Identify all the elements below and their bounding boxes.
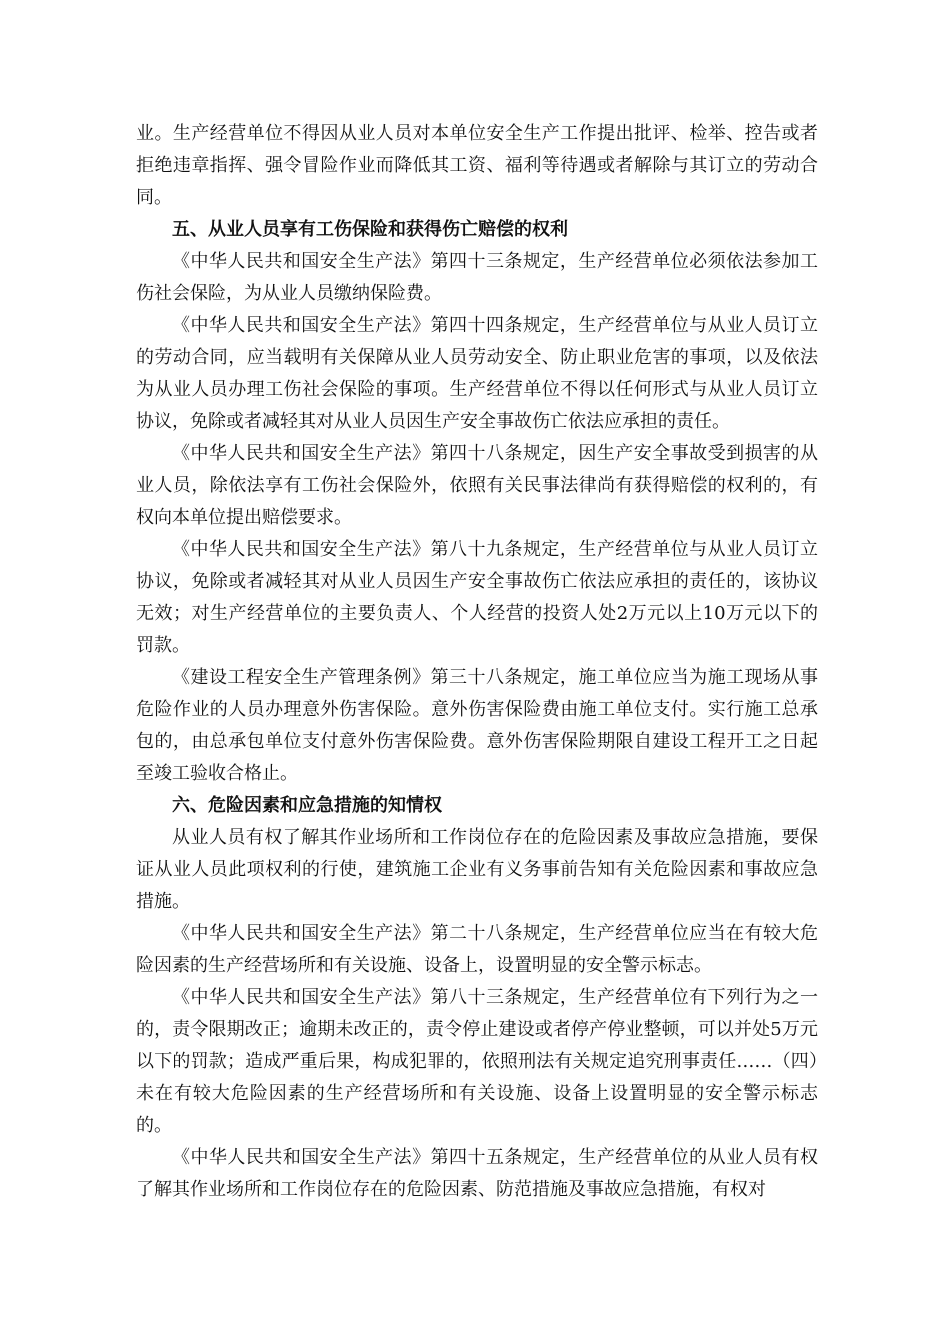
paragraph: 《建设工程安全生产管理条例》第三十八条规定，施工单位应当为施工现场从事危险作业的人员办理意外伤害保险。意外伤害保险费由施工单位支付。实行施工总承包的，由总承包单位支付意外伤害保险费。意外伤害保险期限自建设工程开工之日起至竣工验收合格止。 xyxy=(136,667,818,784)
paragraph: 《中华人民共和国安全生产法》第八十九条规定，生产经营单位与从业人员订立协议，免除或者减轻其对从业人员因生产安全事故伤亡依法应承担的责任的，该协议无效；对生产经营单位的主要负责人、个人经营的投资人处2万元以上10万元以下的罚款。 xyxy=(136,539,818,656)
section-heading-six: 六、危险因素和应急措施的知情权 xyxy=(172,795,442,816)
paragraph: 《中华人民共和国安全生产法》第四十五条规定，生产经营单位的从业人员有权了解其作业场所和工作岗位存在的危险因素、防范措施及事故应急措施，有权对 xyxy=(136,1147,818,1200)
paragraph: 从业人员有权了解其作业场所和工作岗位存在的危险因素及事故应急措施，要保证从业人员此项权利的行使，建筑施工企业有义务事前告知有关危险因素和事故应急措施。 xyxy=(136,827,818,912)
paragraph: 《中华人民共和国安全生产法》第四十四条规定，生产经营单位与从业人员订立的劳动合同，应当载明有关保障从业人员劳动安全、防止职业危害的事项，以及依法为从业人员办理工伤社会保险的事项。生产经营单位不得以任何形式与从业人员订立协议，免除或者减轻其对从业人员因生产安全事故伤亡依法应承担的责任。 xyxy=(136,315,818,432)
paragraph: 《中华人民共和国安全生产法》第四十三条规定，生产经营单位必须依法参加工伤社会保险，为从业人员缴纳保险费。 xyxy=(136,251,818,304)
section-heading-five: 五、从业人员享有工伤保险和获得伤亡赔偿的权利 xyxy=(172,219,568,240)
paragraph: 《中华人民共和国安全生产法》第二十八条规定，生产经营单位应当在有较大危险因素的生产经营场所和有关设施、设备上，设置明显的安全警示标志。 xyxy=(136,923,818,976)
paragraph-continuation: 业。生产经营单位不得因从业人员对本单位安全生产工作提出批评、检举、控告或者拒绝违章指挥、强令冒险作业而降低其工资、福利等待遇或者解除与其订立的劳动合同。 xyxy=(136,123,818,208)
paragraph: 《中华人民共和国安全生产法》第四十八条规定，因生产安全事故受到损害的从业人员，除依法享有工伤社会保险外，依照有关民事法律尚有获得赔偿的权利的，有权向本单位提出赔偿要求。 xyxy=(136,443,818,528)
paragraph: 《中华人民共和国安全生产法》第八十三条规定，生产经营单位有下列行为之一的，责令限期改正；逾期未改正的，责令停止建设或者停产停业整顿，可以并处5万元以下的罚款；造成严重后果，构成犯罪的，依照刑法有关规定追究刑事责任……（四）未在有较大危险因素的生产经营场所和有关设施、设备上设置明显的安全警示标志的。 xyxy=(136,987,818,1136)
document-body xyxy=(136,118,818,1206)
